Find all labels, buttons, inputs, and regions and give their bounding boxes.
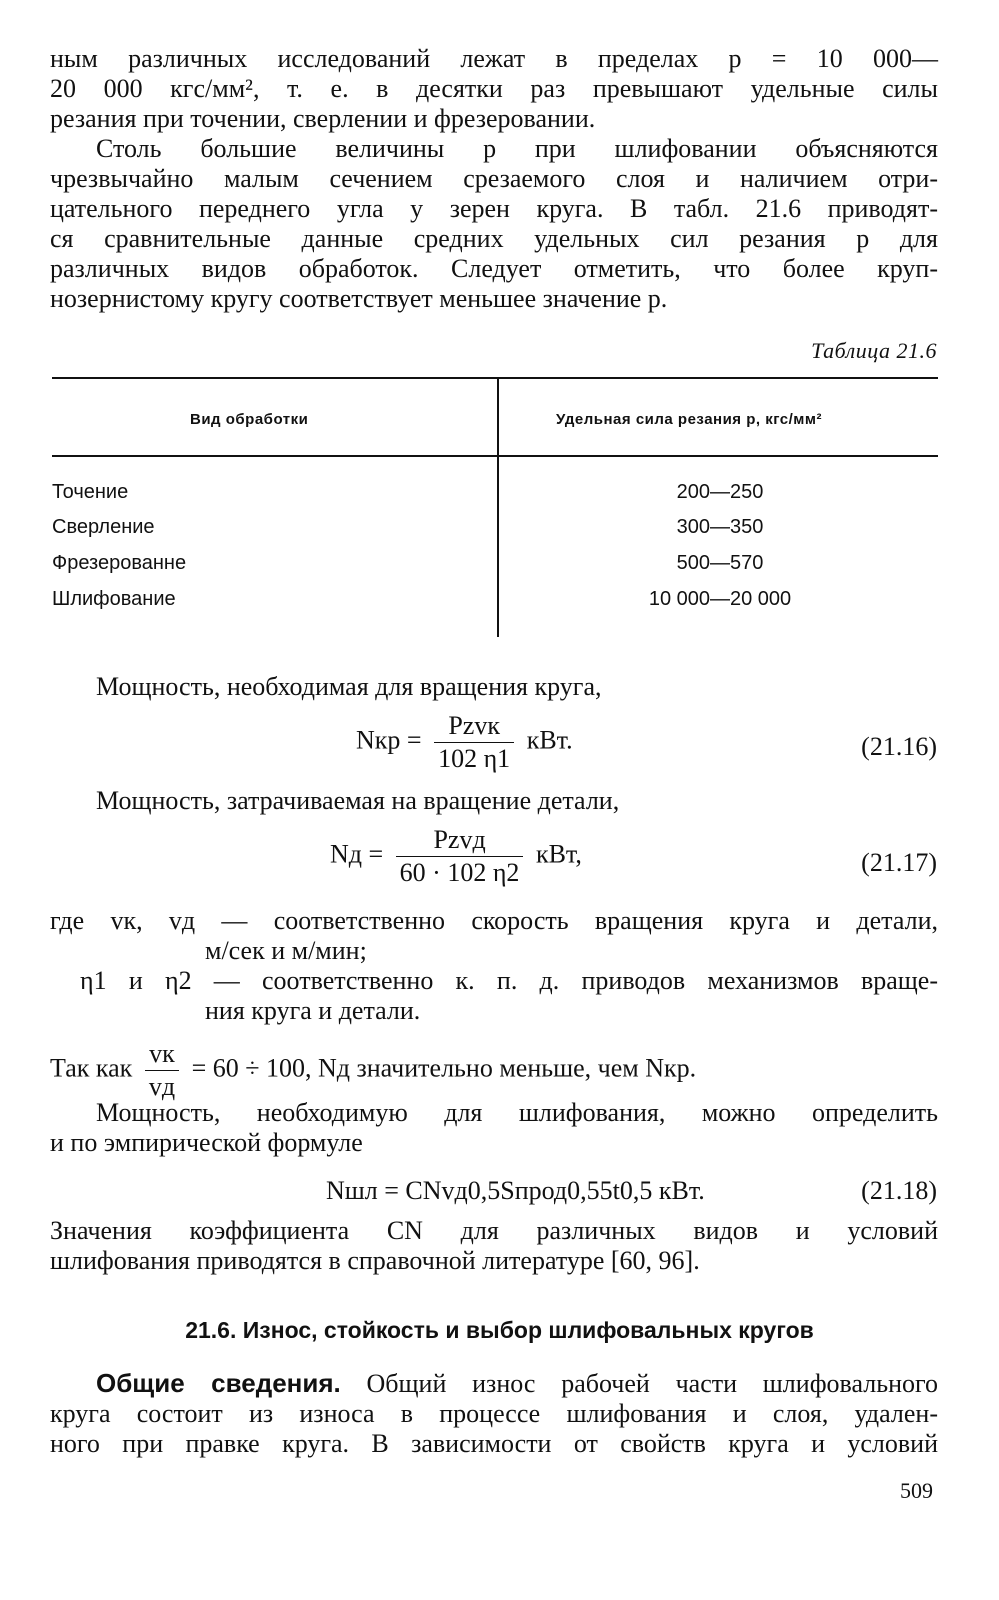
- equation-21-18: Nшл = CNvд0,5Sпрод0,55t0,5 кВт.: [326, 1176, 705, 1205]
- paragraph-2-line: цательного переднего угла у зерен круга. В табл. 21.6 приводят-: [50, 194, 938, 223]
- paragraph-4: [50, 1216, 938, 1276]
- ratio-denominator: vд: [148, 1072, 176, 1101]
- equation-21-17: [330, 826, 582, 887]
- table-row-operation: Сверление: [52, 516, 155, 538]
- paragraph-2: [50, 134, 938, 314]
- paragraph-5-lead: Общие сведения.: [96, 1368, 341, 1398]
- where-line-1: где vк, vд — соответственно скорость вращения круга и детали,: [50, 906, 938, 935]
- paragraph-2-line: чрезвычайно малым сечением срезаемого слоя и наличием отри-: [50, 164, 938, 193]
- eq17-numerator: Pzvд: [396, 826, 524, 857]
- eq17-denominator: 60 · 102 η2: [399, 858, 520, 887]
- paragraph-2-line: Столь большие величины p при шлифовании объясняются: [96, 134, 938, 163]
- eq16-fraction: [434, 712, 514, 773]
- table-row-operation: Фрезерованне: [52, 552, 187, 574]
- eq16-numerator: Pzvк: [434, 712, 514, 743]
- ratio-numerator: vк: [145, 1040, 179, 1071]
- paragraph-5-line: [50, 1368, 938, 1399]
- table-row-value: 500—570: [676, 552, 764, 574]
- eq16-number: (21.16): [861, 732, 937, 761]
- eq16-lhs: Nкр =: [356, 725, 422, 755]
- table-caption: Таблица 21.6: [811, 338, 937, 363]
- eq18-number: (21.18): [861, 1176, 937, 1205]
- paragraph-1: [50, 44, 938, 134]
- ratio-fraction: [145, 1040, 179, 1101]
- table-column-divider: [497, 379, 499, 637]
- ratio-statement: [50, 1040, 696, 1101]
- where-line-2: η1 и η2 — соответственно к. п. д. приводов механизмов враще-: [80, 966, 938, 995]
- paragraph-5-line: ного при правке круга. В зависимости от свойств круга и условий: [50, 1429, 938, 1458]
- paragraph-2-line: различных видов обработок. Следует отметить, что более круп-: [50, 254, 938, 283]
- paragraph-1-line: ным различных исследований лежат в пределах p = 10 000—: [50, 44, 938, 73]
- table-row-operation: Точение: [52, 481, 129, 503]
- eq17-number: (21.17): [861, 848, 937, 877]
- eq17-lhs: Nд =: [330, 839, 384, 869]
- paragraph-5-line-text: Общий износ рабочей части шлифовального: [340, 1369, 938, 1398]
- paragraph-3-line: и по эмпирической формуле: [50, 1128, 363, 1157]
- eq17-intro: Мощность, затрачиваемая на вращение детали,: [96, 786, 620, 815]
- table-row-value: 200—250: [676, 481, 764, 503]
- page-number: 509: [900, 1478, 933, 1503]
- table-top-rule: [52, 377, 938, 379]
- paragraph-3-line: Мощность, необходимую для шлифования, можно определить: [96, 1098, 938, 1127]
- paragraph-3: [50, 1098, 938, 1158]
- table-row-value: 300—350: [676, 516, 764, 538]
- section-heading: 21.6. Износ, стойкость и выбор шлифовальных кругов: [185, 1317, 814, 1343]
- where-line-1-cont: м/сек и м/мин;: [205, 936, 367, 965]
- table-header-force: Удельная сила резания p, кгс/мм²: [556, 411, 822, 428]
- where-line-2-cont: ния круга и детали.: [205, 996, 421, 1025]
- table-header-operation: Вид обработки: [190, 411, 309, 428]
- table-row-operation: Шлифование: [52, 588, 176, 610]
- paragraph-1-line: резания при точении, сверлении и фрезеровании.: [50, 104, 596, 133]
- paragraph-2-line: нозернистому кругу соответствует меньшее значение p.: [50, 284, 668, 313]
- table-row-value: 10 000—20 000: [648, 588, 792, 610]
- eq17-fraction: [396, 826, 524, 887]
- eq16-denominator: 102 η1: [438, 744, 511, 773]
- paragraph-5-line: круга состоит из износа в процессе шлифования и слоя, удален-: [50, 1399, 938, 1428]
- table-header-rule: [52, 455, 938, 457]
- ratio-post: = 60 ÷ 100, Nд значительно меньше, чем Nкр.: [191, 1053, 697, 1083]
- equation-21-16: [356, 712, 573, 773]
- ratio-pre: Так как: [50, 1053, 133, 1083]
- eq17-unit: кВт,: [535, 839, 582, 869]
- paragraph-5: [50, 1368, 938, 1459]
- paragraph-2-line: ся сравнительные данные средних удельных сил резания p для: [50, 224, 938, 253]
- paragraph-1-line: 20 000 кгс/мм², т. е. в десятки раз превышают удельные силы: [50, 74, 938, 103]
- paragraph-4-line: шлифования приводятся в справочной литературе [60, 96].: [50, 1246, 700, 1275]
- eq16-intro: Мощность, необходимая для вращения круга,: [96, 672, 602, 701]
- paragraph-4-line: Значения коэффициента CN для различных видов и условий: [50, 1216, 938, 1245]
- eq16-unit: кВт.: [526, 725, 573, 755]
